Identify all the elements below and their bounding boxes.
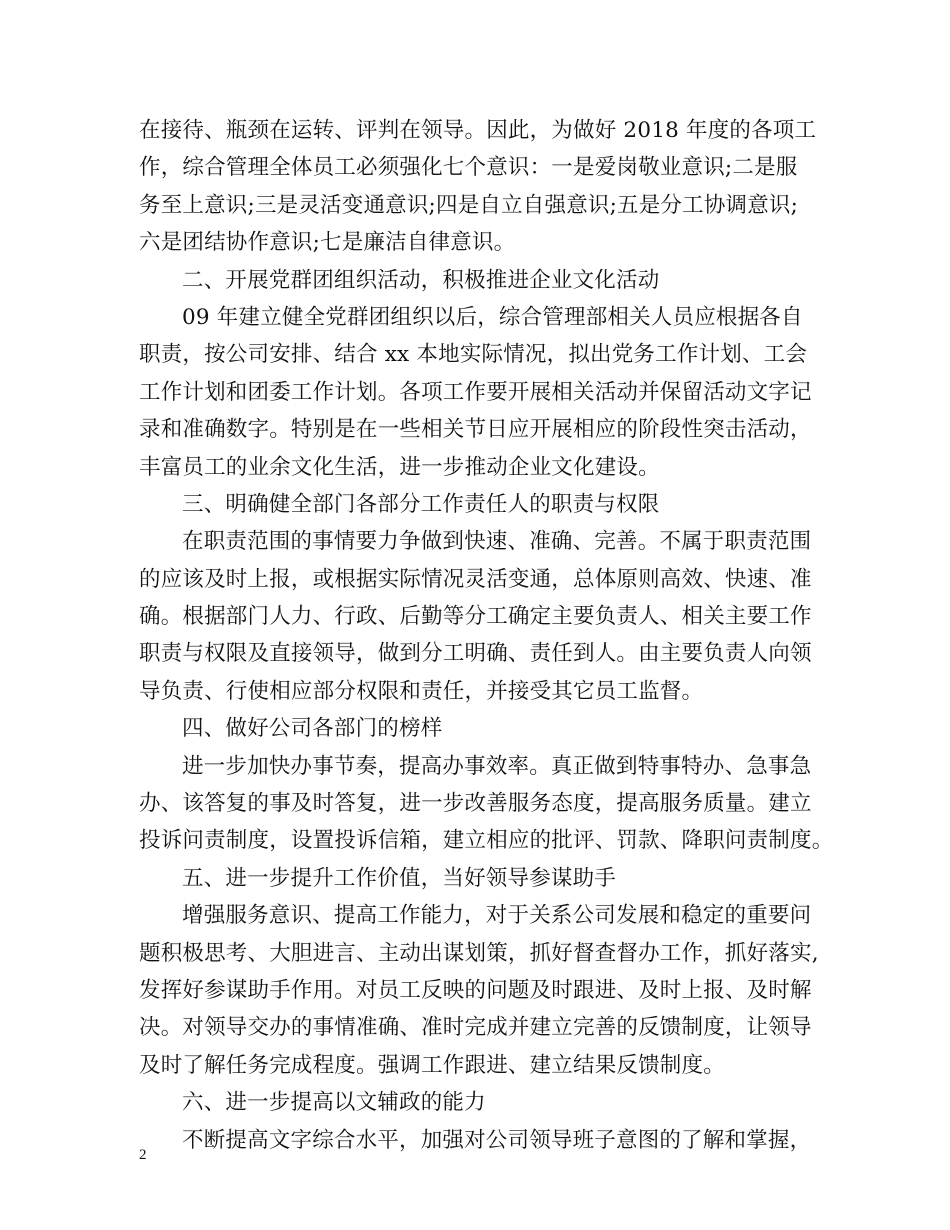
paragraph-first-line: 09 年建立健全党群团组织以后，综合管理部相关人员应根据各自 (182, 304, 803, 330)
section-heading: 四、做好公司各部门的榜样 (182, 716, 443, 742)
section-heading: 五、进一步提升工作价值，当好领导参谋助手 (182, 865, 617, 891)
text-line: 投诉问责制度，设置投诉信箱，建立相应的批评、罚款、降职问责制度。 (139, 828, 834, 854)
text-line: 确。根据部门人力、行政、后勤等分工确定主要负责人、相关主要工作 (139, 604, 812, 630)
text-line: 工作计划和团委工作计划。各项工作要开展相关活动并保留活动文字记 (139, 379, 812, 405)
text-line: 导负责、行使相应部分权限和责任，并接受其它员工监督。 (139, 678, 704, 704)
text-line: 办、该答复的事及时答复，进一步改善服务态度，提高服务质量。建立 (139, 791, 812, 817)
text-line: 职责与权限及直接领导，做到分工明确、责任到人。由主要负责人向领 (139, 641, 812, 667)
section-heading: 六、进一步提高以文辅政的能力 (182, 1090, 486, 1116)
text-line: 发挥好参谋助手作用。对员工反映的问题及时跟进、及时上报、及时解 (139, 977, 812, 1003)
text-line: 丰富员工的业余文化生活，进一步推动企业文化建设。 (139, 454, 660, 480)
text-line: 题积极思考、大胆进言、主动出谋划策，抓好督查督办工作，抓好落实, (139, 940, 819, 966)
paragraph-first-line: 增强服务意识、提高工作能力，对于关系公司发展和稳定的重要问 (182, 903, 812, 929)
paragraph-first-line: 不断提高文字综合水平，加强对公司领导班子意图的了解和掌握， (182, 1127, 812, 1153)
section-heading: 三、明确健全部门各部分工作责任人的职责与权限 (182, 491, 660, 517)
section-heading: 二、开展党群团组织活动，积极推进企业文化活动 (182, 267, 660, 293)
text-line: 决。对领导交办的事情准确、准时完成并建立完善的反馈制度，让领导 (139, 1015, 812, 1041)
paragraph-first-line: 进一步加快办事节奏，提高办事效率。真正做到特事特办、急事急 (182, 753, 812, 779)
document-body (139, 112, 834, 1159)
paragraph-first-line: 在职责范围的事情要力争做到快速、准确、完善。不属于职责范围 (182, 529, 812, 555)
text-line: 职责，按公司安排、结合 xx 本地实际情况，拟出党务工作计划、工会 (139, 342, 808, 368)
page-number: 2 (139, 1147, 147, 1163)
text-line: 务至上意识;三是灵活变通意识;四是自立自强意识;五是分工协调意识; (139, 192, 799, 218)
text-line: 在接待、瓶颈在运转、评判在领导。因此，为做好 2018 年度的各项工 (139, 118, 817, 143)
text-line: 作，综合管理全体员工必须强化七个意识：一是爱岗敬业意识;二是服 (139, 155, 798, 181)
text-line: 及时了解任务完成程度。强调工作跟进、建立结果反馈制度。 (139, 1052, 725, 1078)
text-line: 录和准确数字。特别是在一些相关节日应开展相应的阶段性突击活动， (139, 417, 812, 443)
text-line: 的应该及时上报，或根据实际情况灵活变通，总体原则高效、快速、准 (139, 566, 812, 592)
text-line: 六是团结协作意识;七是廉洁自律意识。 (139, 230, 516, 256)
